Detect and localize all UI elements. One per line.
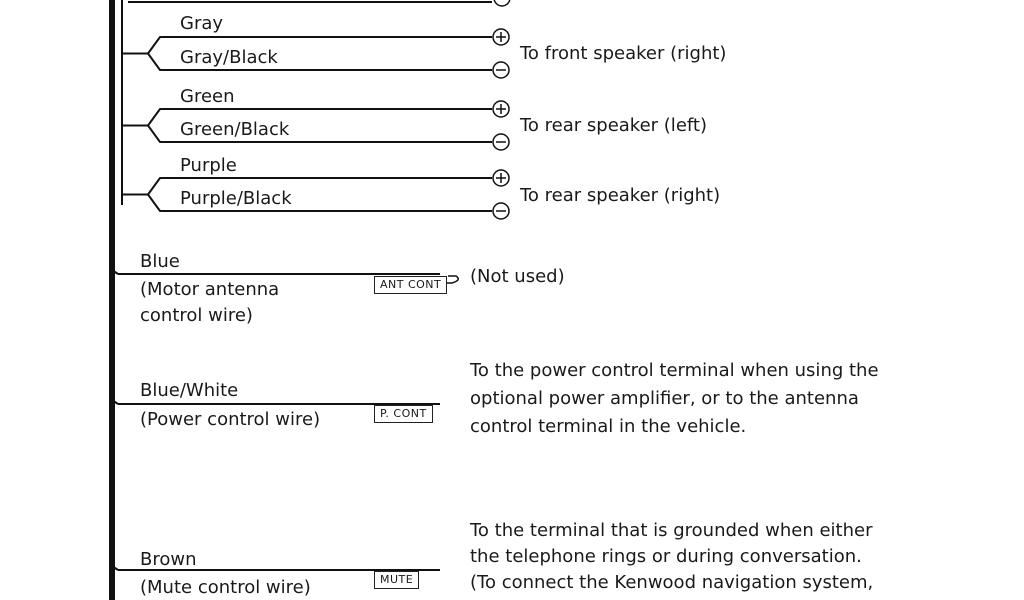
speaker-destination-rear-left: To rear speaker (left): [520, 115, 707, 136]
wire-label-blue: Blue: [140, 251, 180, 272]
terminal-p-cont: P. CONT: [374, 405, 433, 423]
wire-label-brown: Brown: [140, 549, 197, 570]
wire-label-gray: Gray: [180, 13, 224, 34]
speaker-destination-front-right: To front speaker (right): [520, 43, 727, 64]
destination-line-1: To the terminal that is grounded when either: [470, 520, 873, 541]
wire-label-purple-black: Purple/Black: [180, 188, 292, 209]
wire-function-line-1: (Mute control wire): [140, 577, 311, 598]
destination-line-3: control terminal in the vehicle.: [470, 416, 747, 437]
destination-line-2: optional power amplifier, or to the antenna: [470, 388, 859, 409]
wire-label-green-black: Green/Black: [180, 119, 290, 140]
wire-function-line-2: control wire): [140, 305, 253, 326]
destination-line-2: the telephone rings or during conversation.: [470, 546, 862, 567]
wire-function-line-1: (Power control wire): [140, 409, 321, 430]
terminal-mute: MUTE: [374, 571, 419, 589]
destination-line-1: To the power control terminal when using the: [470, 360, 879, 381]
top-partial-minus-icon: [494, 0, 510, 6]
destination-line-3: (To connect the Kenwood navigation system,: [470, 572, 874, 593]
speaker-destination-rear-right: To rear speaker (right): [520, 185, 721, 206]
wire-label-green: Green: [180, 86, 235, 107]
wire-label-gray-black: Gray/Black: [180, 47, 278, 68]
wire-function-line-1: (Motor antenna: [140, 279, 280, 300]
terminal-ant-cont: ANT CONT: [374, 276, 447, 294]
wire-label-purple: Purple: [180, 155, 237, 176]
wire-label-blue-white: Blue/White: [140, 380, 239, 401]
destination-line-1: (Not used): [470, 266, 565, 287]
